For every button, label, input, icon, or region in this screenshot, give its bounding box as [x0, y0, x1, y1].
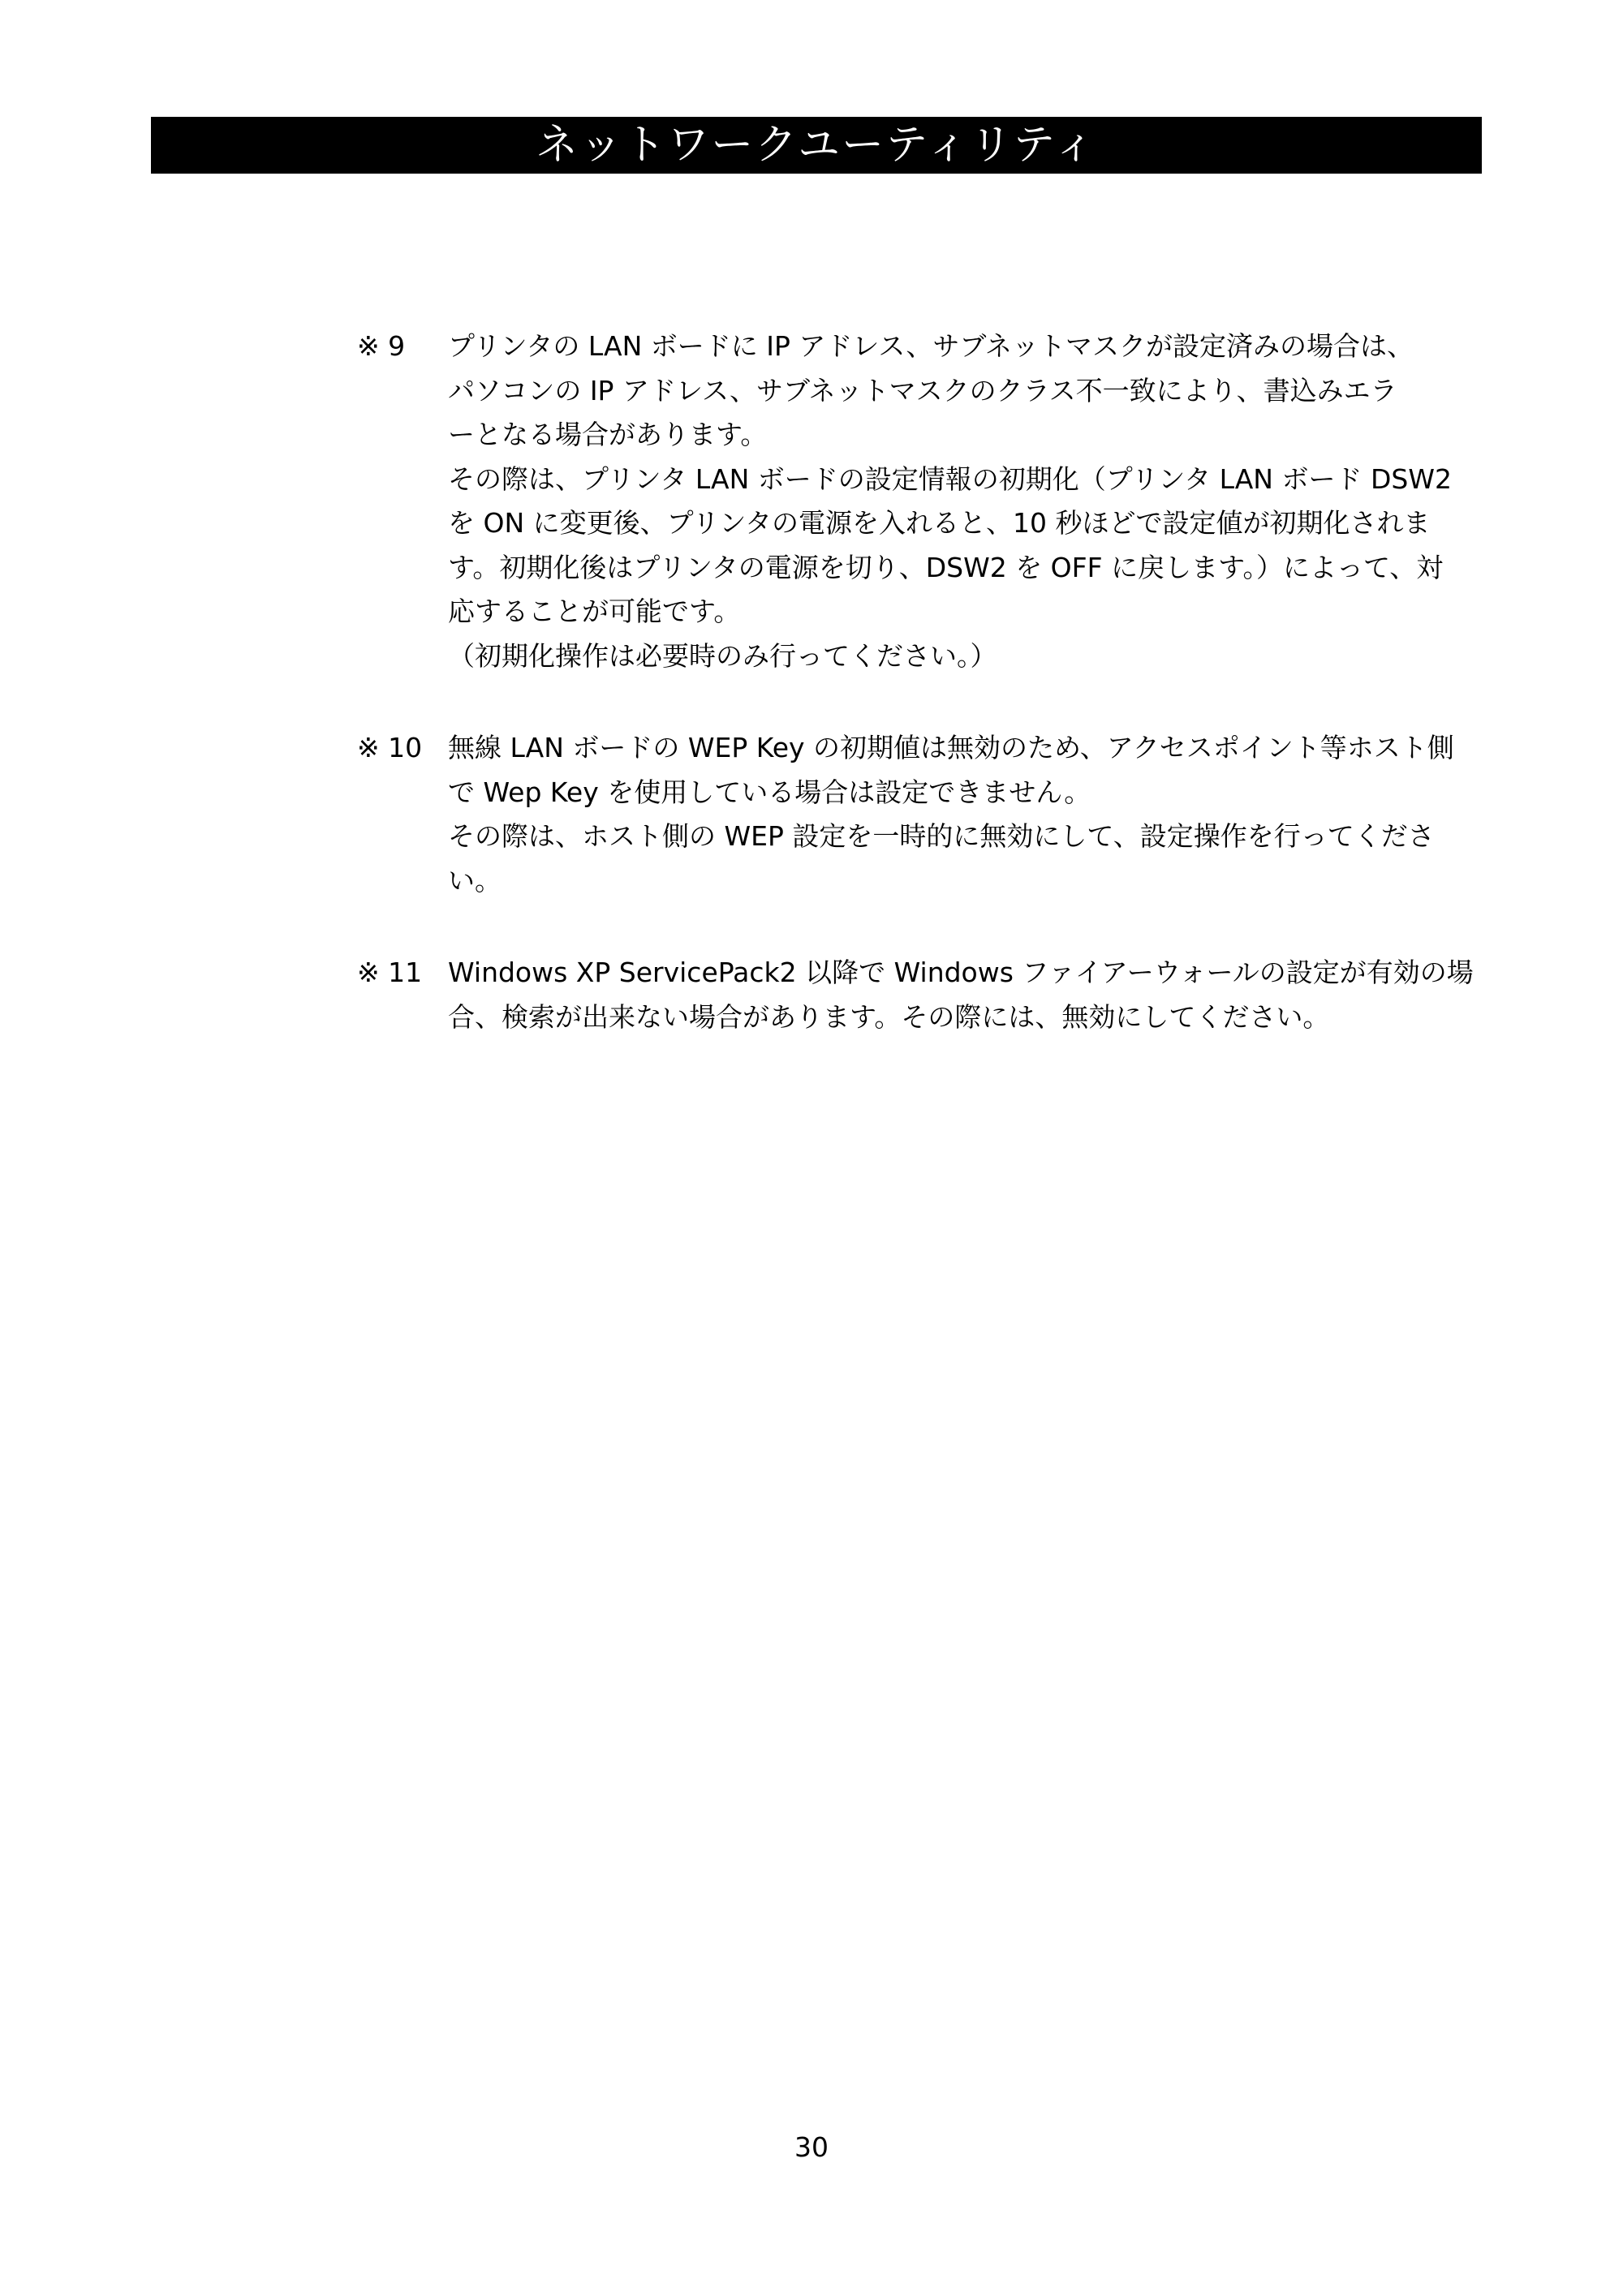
note-line: プリンタの LAN ボードに IP アドレス、サブネットマスクが設定済みの場合は、 — [448, 330, 1414, 362]
note-line: その際は、ホスト側の WEP 設定を一時的に無効にして、設定操作を行ってくださ — [448, 820, 1435, 852]
note-line: パソコンの IP アドレス、サブネットマスクのクラス不一致により、書込みエラ — [448, 374, 1397, 406]
note-marker: ※ 11 — [357, 957, 423, 988]
note-body — [448, 325, 1485, 678]
note-9 — [357, 325, 1485, 678]
note-line: Windows XP ServicePack2 以降で Windows ファイアーウォールの設定が有効の場 — [448, 957, 1474, 988]
note-line: その際は、プリンタ LAN ボードの設定情報の初期化（プリンタ LAN ボード DSW2 — [448, 462, 1452, 495]
notes-list — [357, 325, 1485, 1087]
note-line: 無線 LAN ボードの WEP Key の初期値は無効のため、アクセスポイント等ホスト側 — [448, 732, 1454, 763]
note-body — [448, 726, 1485, 903]
note-line: 合、検索が出来ない場合があります。その際には、無効にしてください。 — [448, 1000, 1330, 1033]
note-line: ーとなる場合があります。 — [448, 419, 768, 450]
note-body — [448, 951, 1485, 1039]
note-line: （初期化操作は必要時のみ行ってください。） — [448, 639, 997, 672]
note-11 — [357, 951, 1485, 1039]
section-title: ネットワークユーティリティ — [536, 121, 1097, 170]
note-marker: ※ 9 — [357, 330, 406, 362]
note-line: を ON に変更後、プリンタの電源を入れると、10 秒ほどで設定値が初期化されま — [448, 507, 1431, 539]
note-line: 応することが可能です。 — [448, 595, 741, 627]
section-header-bar — [151, 117, 1482, 174]
note-line: す。初期化後はプリンタの電源を切り、DSW2 を OFF に戻します。）によって、対 — [448, 551, 1444, 583]
note-10 — [357, 726, 1485, 903]
note-line: い。 — [448, 864, 502, 896]
page-number: 30 — [794, 2131, 829, 2163]
note-line: で Wep Key を使用している場合は設定できません。 — [448, 776, 1091, 808]
note-marker: ※ 10 — [357, 732, 423, 763]
